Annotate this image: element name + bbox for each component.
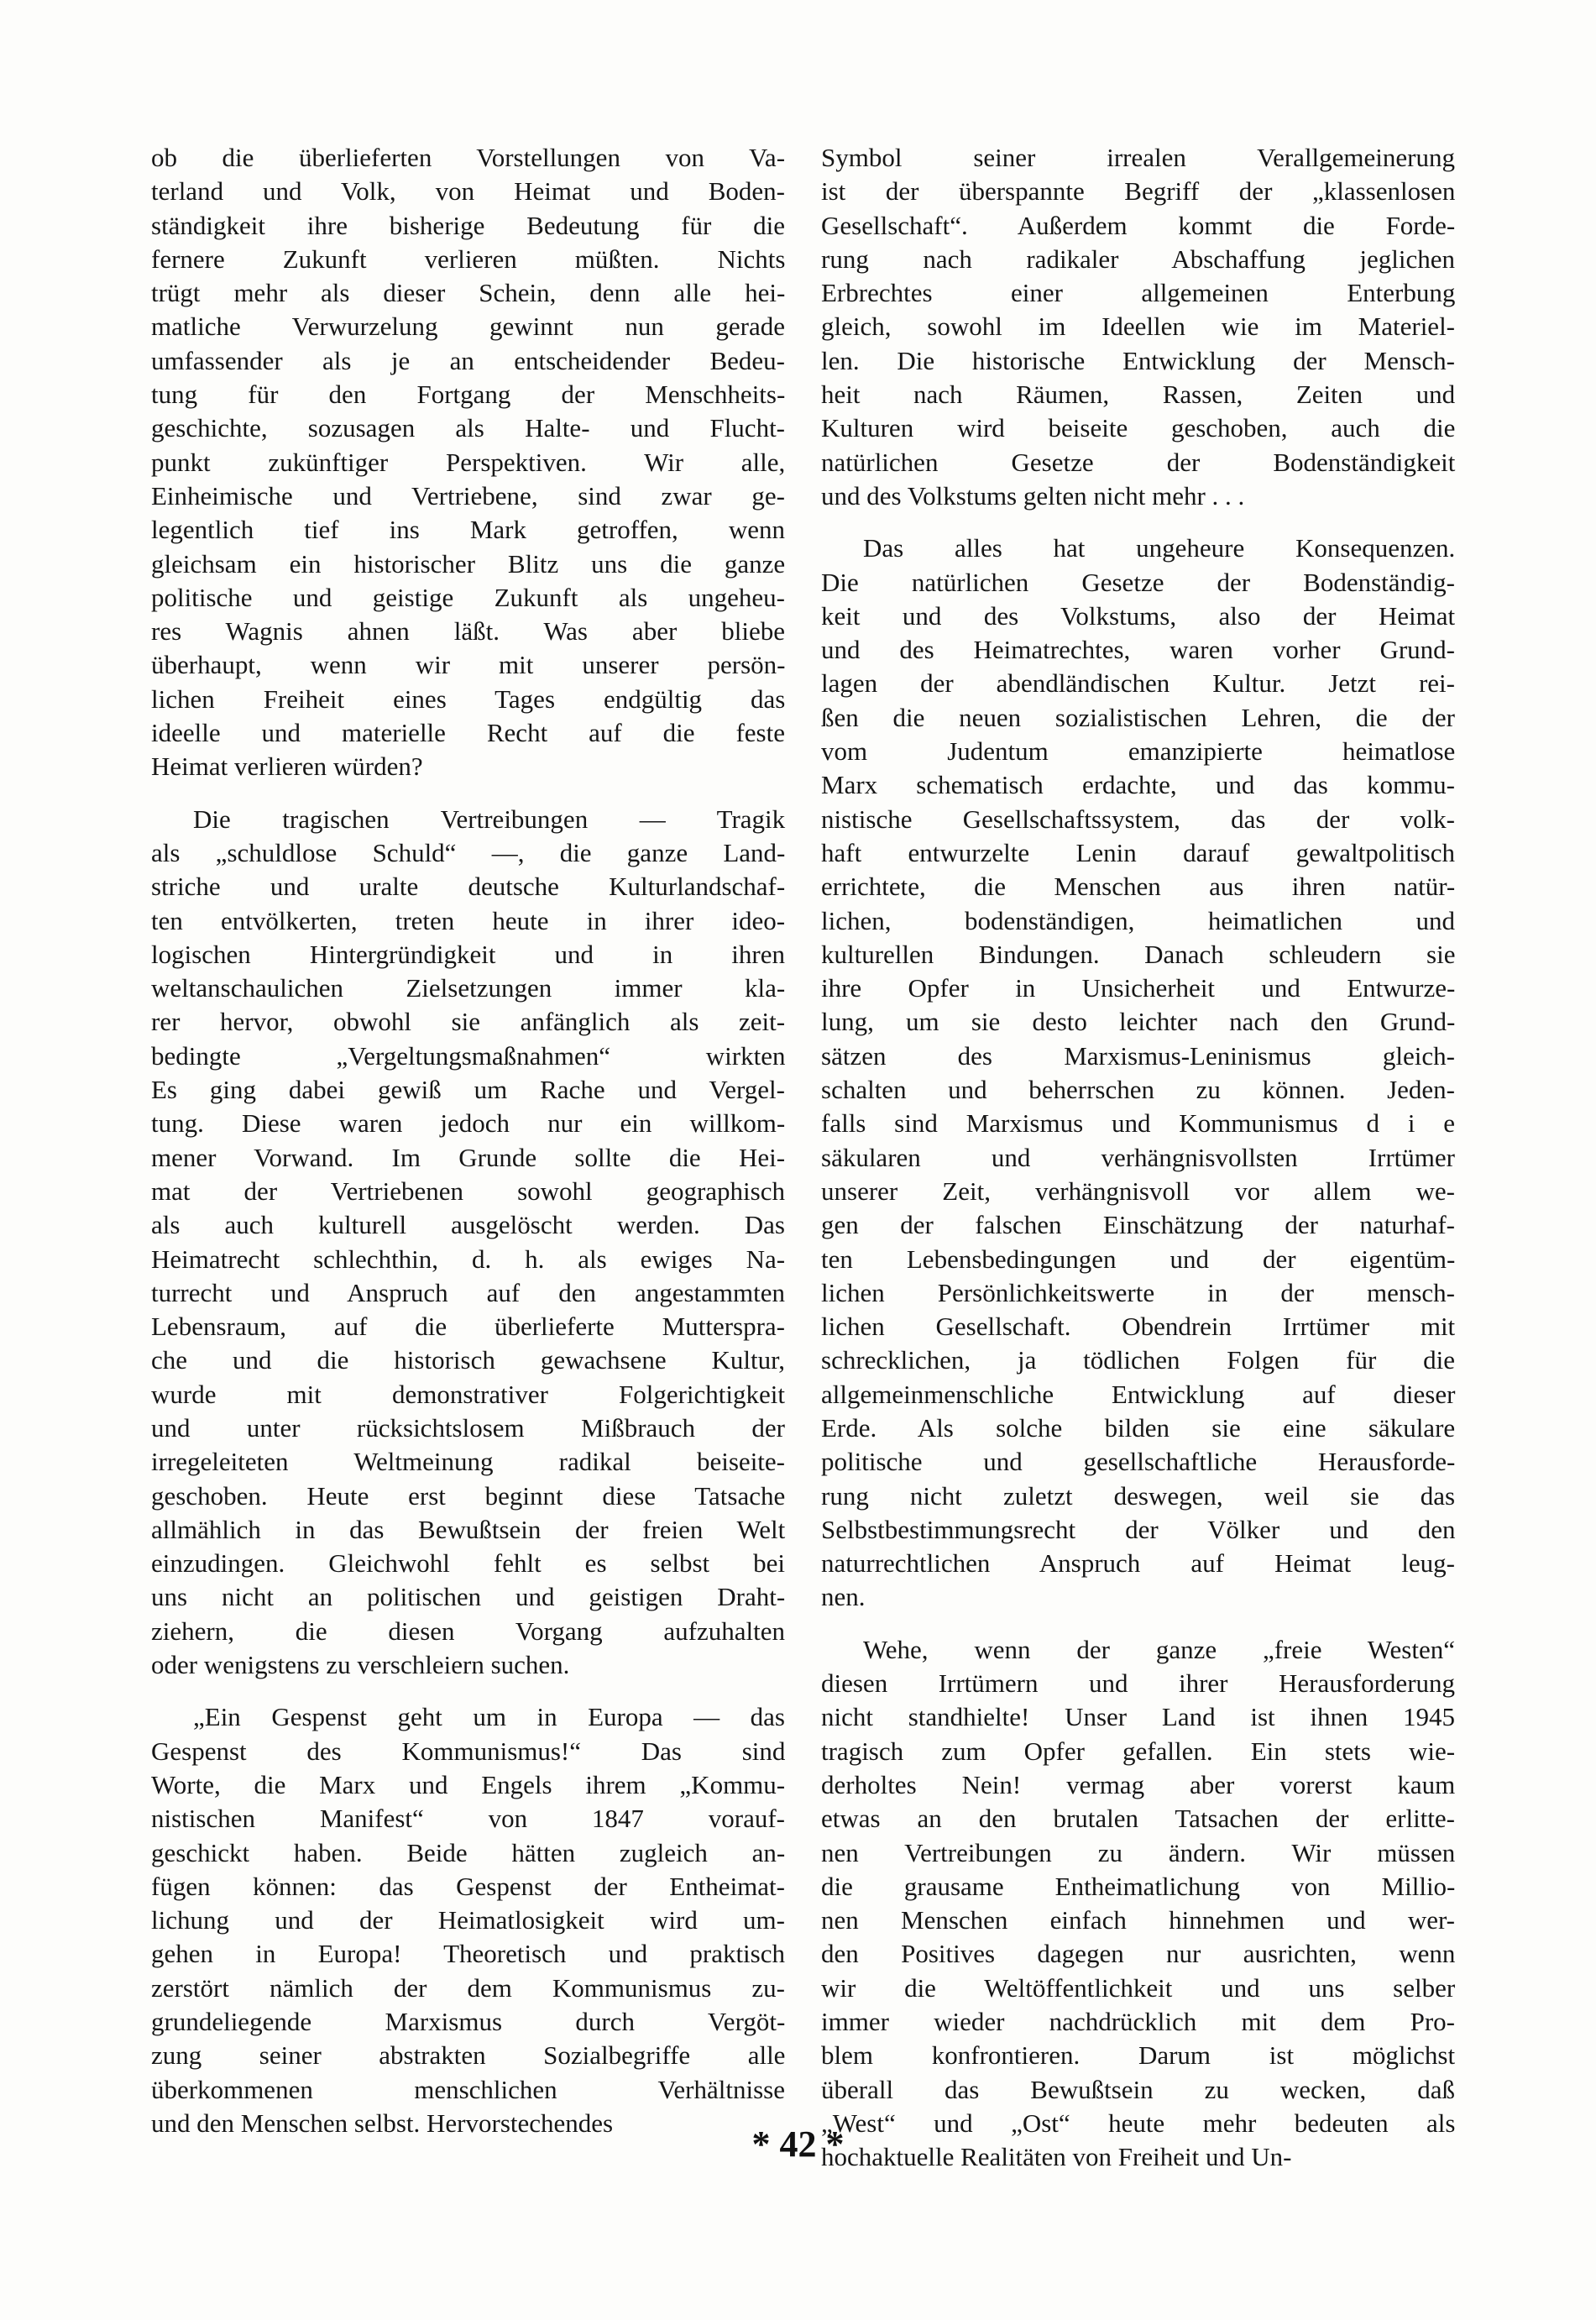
text-line: nistischen Manifest“ von 1847 vorauf- — [151, 1804, 785, 1834]
text-line: Kulturen wird beiseite geschoben, auch die — [821, 413, 1456, 443]
text-line: den Positives dagegen nur ausrichten, wenn — [821, 1939, 1456, 1969]
text-line: Die natürlichen Gesetze der Bodenständig- — [821, 567, 1455, 597]
text-line: len. Die historische Entwicklung der Mensch- — [821, 345, 1455, 375]
text-line: kulturellen Bindungen. Danach schleudern sie — [821, 939, 1456, 969]
text-line: wir die Weltöffentlichkeit und uns selber — [821, 1972, 1456, 2003]
text-line: falls sind Marxismus und Kommunismus d i e — [821, 1108, 1455, 1139]
text-line: uns nicht an politischen und geistigen Draht- — [151, 1582, 786, 1612]
text-line: lichen Gesellschaft. Obendrein Irrtümer mit — [821, 1312, 1456, 1342]
text-line: geschoben. Heute erst beginnt diese Tatsache — [151, 1480, 786, 1511]
text-line: ziehern, die diesen Vorgang aufzuhalten — [151, 1616, 785, 1646]
text-line: diesen Irrtümern und ihrer Herausforderung — [821, 1668, 1456, 1699]
text-line: natürlichen Gesetze der Bodenständigkeit — [821, 447, 1456, 477]
text-line: matliche Verwurzelung gewinnt nun gerade — [151, 312, 786, 342]
text-line: politische und geistige Zukunft als ungeheu- — [151, 582, 785, 612]
text-line: bedingte „Vergeltungsmaßnahmen“ wirkten — [151, 1040, 786, 1071]
text-line: überkommenen menschlichen Verhältnisse — [151, 2074, 785, 2104]
text-line: Lebensraum, auf die überlieferte Mutterspra- — [151, 1312, 785, 1342]
text-line: Es ging dabei gewiß um Rache und Vergel- — [151, 1075, 785, 1105]
text-line: derholtes Nein! vermag aber vorerst kaum — [821, 1769, 1456, 1799]
text-line: gehen in Europa! Theoretisch und praktisch — [151, 1939, 785, 1969]
text-line: lichung und der Heimatlosigkeit wird um- — [151, 1905, 785, 1935]
text-line: legentlich tief ins Mark getroffen, wenn — [151, 515, 785, 545]
text-line: errichtete, die Menschen aus ihren natür- — [821, 872, 1456, 902]
text-line: ideelle und materielle Recht auf die feste — [151, 718, 785, 748]
text-line: säkularen und verhängnisvollsten Irrtümer — [821, 1142, 1455, 1172]
text-line: Wehe, wenn der ganze „freie Westen“ — [863, 1634, 1455, 1664]
text-line: Marx schematisch erdachte, und das kommu- — [821, 770, 1455, 800]
text-line: Selbstbestimmungsrecht der Völker und den — [821, 1514, 1456, 1544]
text-line: zerstört nämlich der dem Kommunismus zu- — [151, 1972, 785, 2003]
text-line: geschichte, sozusagen als Halte- und Flucht- — [151, 413, 785, 443]
text-line: tung für den Fortgang der Menschheits- — [151, 380, 786, 410]
text-line: nen. — [821, 1582, 866, 1612]
text-line: Erbrechtes einer allgemeinen Enterbung — [821, 278, 1456, 308]
text-line: und des Volkstums gelten nicht mehr . . . — [821, 480, 1245, 511]
paragraph — [151, 141, 785, 784]
text-line: mat der Vertriebenen sowohl geographisch — [151, 1176, 785, 1206]
text-line: überhaupt, wenn wir mit unserer persön- — [151, 650, 786, 680]
text-line: und des Heimatrechtes, waren vorher Grund- — [821, 635, 1455, 665]
text-line: rung nach radikaler Abschaffung jeglichen — [821, 244, 1455, 274]
text-line: politische und gesellschaftliche Herausforde- — [821, 1447, 1456, 1477]
text-line: als „schuldlose Schuld“ —, die ganze Land- — [151, 837, 786, 867]
text-line: Die tragischen Vertreibungen — Tragik — [193, 804, 786, 834]
text-line: trügt mehr als dieser Schein, denn alle hei- — [151, 278, 786, 308]
text-line: Gesellschaft“. Außerdem kommt die Forde- — [821, 210, 1456, 240]
text-line: vom Judentum emanzipierte heimatlose — [821, 736, 1456, 767]
text-line: Einheimische und Vertriebene, sind zwar ge- — [151, 480, 785, 511]
text-line: ist der überspannte Begriff der „klassenlosen — [821, 176, 1456, 207]
text-line: nen Menschen einfach hinnehmen und wer- — [821, 1905, 1455, 1935]
text-line: gleich, sowohl im Ideellen wie im Materiel- — [821, 312, 1455, 342]
text-line: lagen der abendländischen Kultur. Jetzt rei- — [821, 668, 1455, 699]
text-line: die grausame Entheimatlichung von Millio- — [821, 1871, 1456, 1901]
text-line: ten entvölkerten, treten heute in ihrer ideo- — [151, 905, 786, 935]
text-line: immer wieder nachdrücklich mit dem Pro- — [821, 2007, 1455, 2037]
text-line: naturrechtlichen Anspruch auf Heimat leug- — [821, 1548, 1455, 1579]
text-line: nicht standhielte! Unser Land ist ihnen 1945 — [821, 1702, 1455, 1732]
text-line: heit nach Räumen, Rassen, Zeiten und — [821, 380, 1456, 410]
text-line: „Ein Gespenst geht um in Europa — das — [193, 1702, 785, 1732]
text-line: umfassender als je an entscheidender Bedeu- — [151, 345, 785, 375]
text-line: logischen Hintergründigkeit und in ihren — [151, 939, 785, 969]
text-line: geschickt haben. Beide hätten zugleich an- — [151, 1837, 786, 1867]
text-line: „West“ und „Ost“ heute mehr bedeuten als — [821, 2108, 1456, 2138]
paragraph — [151, 803, 785, 1683]
text-line: Worte, die Marx und Engels ihrem „Kommu- — [151, 1769, 786, 1799]
paragraph — [821, 141, 1455, 513]
text-line: blem konfrontieren. Darum ist möglichst — [821, 2040, 1456, 2071]
text-line: grundeliegende Marxismus durch Vergöt- — [151, 2007, 786, 2037]
text-line: tung. Diese waren jedoch nur ein willkom- — [151, 1108, 786, 1139]
text-line: Erde. Als solche bilden sie eine säkulare — [821, 1412, 1456, 1443]
text-line: gleichsam ein historischer Blitz uns die ganze — [151, 548, 786, 579]
text-line: mener Vorwand. Im Grunde sollte die Hei- — [151, 1142, 786, 1172]
text-line: Symbol seiner irrealen Verallgemeinerung — [821, 143, 1455, 172]
text-line: striche und uralte deutsche Kulturlandschaf- — [151, 872, 786, 902]
text-line: Heimat verlieren würden? — [151, 752, 423, 782]
text-line: ob die überlieferten Vorstellungen von Va- — [151, 143, 786, 172]
right-column — [821, 141, 1455, 2175]
text-line: fernere Zukunft verlieren müßten. Nichts — [151, 244, 786, 274]
text-line: schalten und beherrschen zu können. Jeden- — [821, 1075, 1455, 1105]
text-line: haft entwurzelte Lenin darauf gewaltpolitisch — [821, 837, 1455, 867]
text-line: Gespenst des Kommunismus!“ Das sind — [151, 1736, 786, 1766]
text-line: wurde mit demonstrativer Folgerichtigkeit — [151, 1379, 786, 1409]
text-line: lichen Freiheit eines Tages endgültig das — [151, 683, 786, 714]
text-line: keit und des Volkstums, also der Heimat — [821, 600, 1456, 631]
text-line: unserer Zeit, verhängnisvoll vor allem we- — [821, 1176, 1455, 1206]
text-line: allgemeinmenschliche Entwicklung auf dieser — [821, 1379, 1456, 1409]
text-line: und den Menschen selbst. Hervorstechendes — [151, 2108, 614, 2138]
text-line: überall das Bewußtsein zu wecken, daß — [821, 2074, 1455, 2104]
text-line: res Wagnis ahnen läßt. Was aber bliebe — [151, 616, 785, 647]
text-line: ßen die neuen sozialistischen Lehren, die der — [821, 702, 1455, 732]
text-line: hochaktuelle Realitäten von Freiheit und Un- — [821, 2142, 1292, 2172]
text-line: Heimatrecht schlechthin, d. h. als ewiges Na- — [151, 1244, 786, 1274]
text-line: Das alles hat ungeheure Konsequenzen. — [863, 533, 1456, 563]
text-line: irregeleiteten Weltmeinung radikal beiseite- — [151, 1447, 785, 1477]
text-line: terland und Volk, von Heimat und Boden- — [151, 176, 785, 207]
text-line: zung seiner abstrakten Sozialbegriffe alle — [151, 2040, 786, 2071]
text-line: fügen können: das Gespenst der Entheimat- — [151, 1871, 785, 1901]
text-line: turrecht und Anspruch auf den angestammten — [151, 1277, 785, 1307]
text-line: allmählich in das Bewußtsein der freien Welt — [151, 1514, 786, 1544]
paragraph — [821, 1633, 1455, 2175]
text-line: lichen Persönlichkeitswerte in der mensch- — [821, 1277, 1455, 1307]
text-line: als auch kulturell ausgelöscht werden. Das — [151, 1210, 785, 1240]
text-line: ihre Opfer in Unsicherheit und Entwurze- — [821, 973, 1456, 1003]
text-line: und unter rücksichtslosem Mißbrauch der — [151, 1412, 785, 1443]
text-line: nen Vertreibungen zu ändern. Wir müssen — [821, 1837, 1456, 1867]
text-line: schrecklichen, ja tödlichen Folgen für die — [821, 1345, 1455, 1375]
text-line: nistische Gesellschaftssystem, das der volk- — [821, 804, 1455, 834]
text-line: weltanschaulichen Zielsetzungen immer kla- — [151, 973, 786, 1003]
text-line: punkt zukünftiger Perspektiven. Wir alle, — [151, 447, 786, 477]
text-line: etwas an den brutalen Tatsachen der erlitte- — [821, 1804, 1455, 1834]
paragraph — [821, 532, 1455, 1615]
text-line: tragisch zum Opfer gefallen. Ein stets wie- — [821, 1736, 1456, 1766]
text-line: gen der falschen Einschätzung der naturhaf- — [821, 1210, 1455, 1240]
text-line: rer hervor, obwohl sie anfänglich als zeit- — [151, 1007, 786, 1037]
page-number: * 42 * — [751, 2124, 845, 2165]
text-line: einzudingen. Gleichwohl fehlt es selbst bei — [151, 1548, 785, 1579]
text-line: ten Lebensbedingungen und der eigentüm- — [821, 1244, 1456, 1274]
text-line: lichen, bodenständigen, heimatlichen und — [821, 905, 1455, 935]
text-line: sätzen des Marxismus-Leninismus gleich- — [821, 1040, 1455, 1071]
text-line: rung nicht zuletzt deswegen, weil sie das — [821, 1480, 1456, 1511]
left-column — [151, 141, 785, 2140]
paragraph — [151, 1700, 785, 2140]
text-line: oder wenigstens zu verschleiern suchen. — [151, 1650, 570, 1680]
text-line: lung, um sie desto leichter nach den Grund- — [821, 1007, 1456, 1037]
text-line: che und die historisch gewachsene Kultur, — [151, 1345, 785, 1375]
text-line: ständigkeit ihre bisherige Bedeutung für die — [151, 210, 785, 240]
